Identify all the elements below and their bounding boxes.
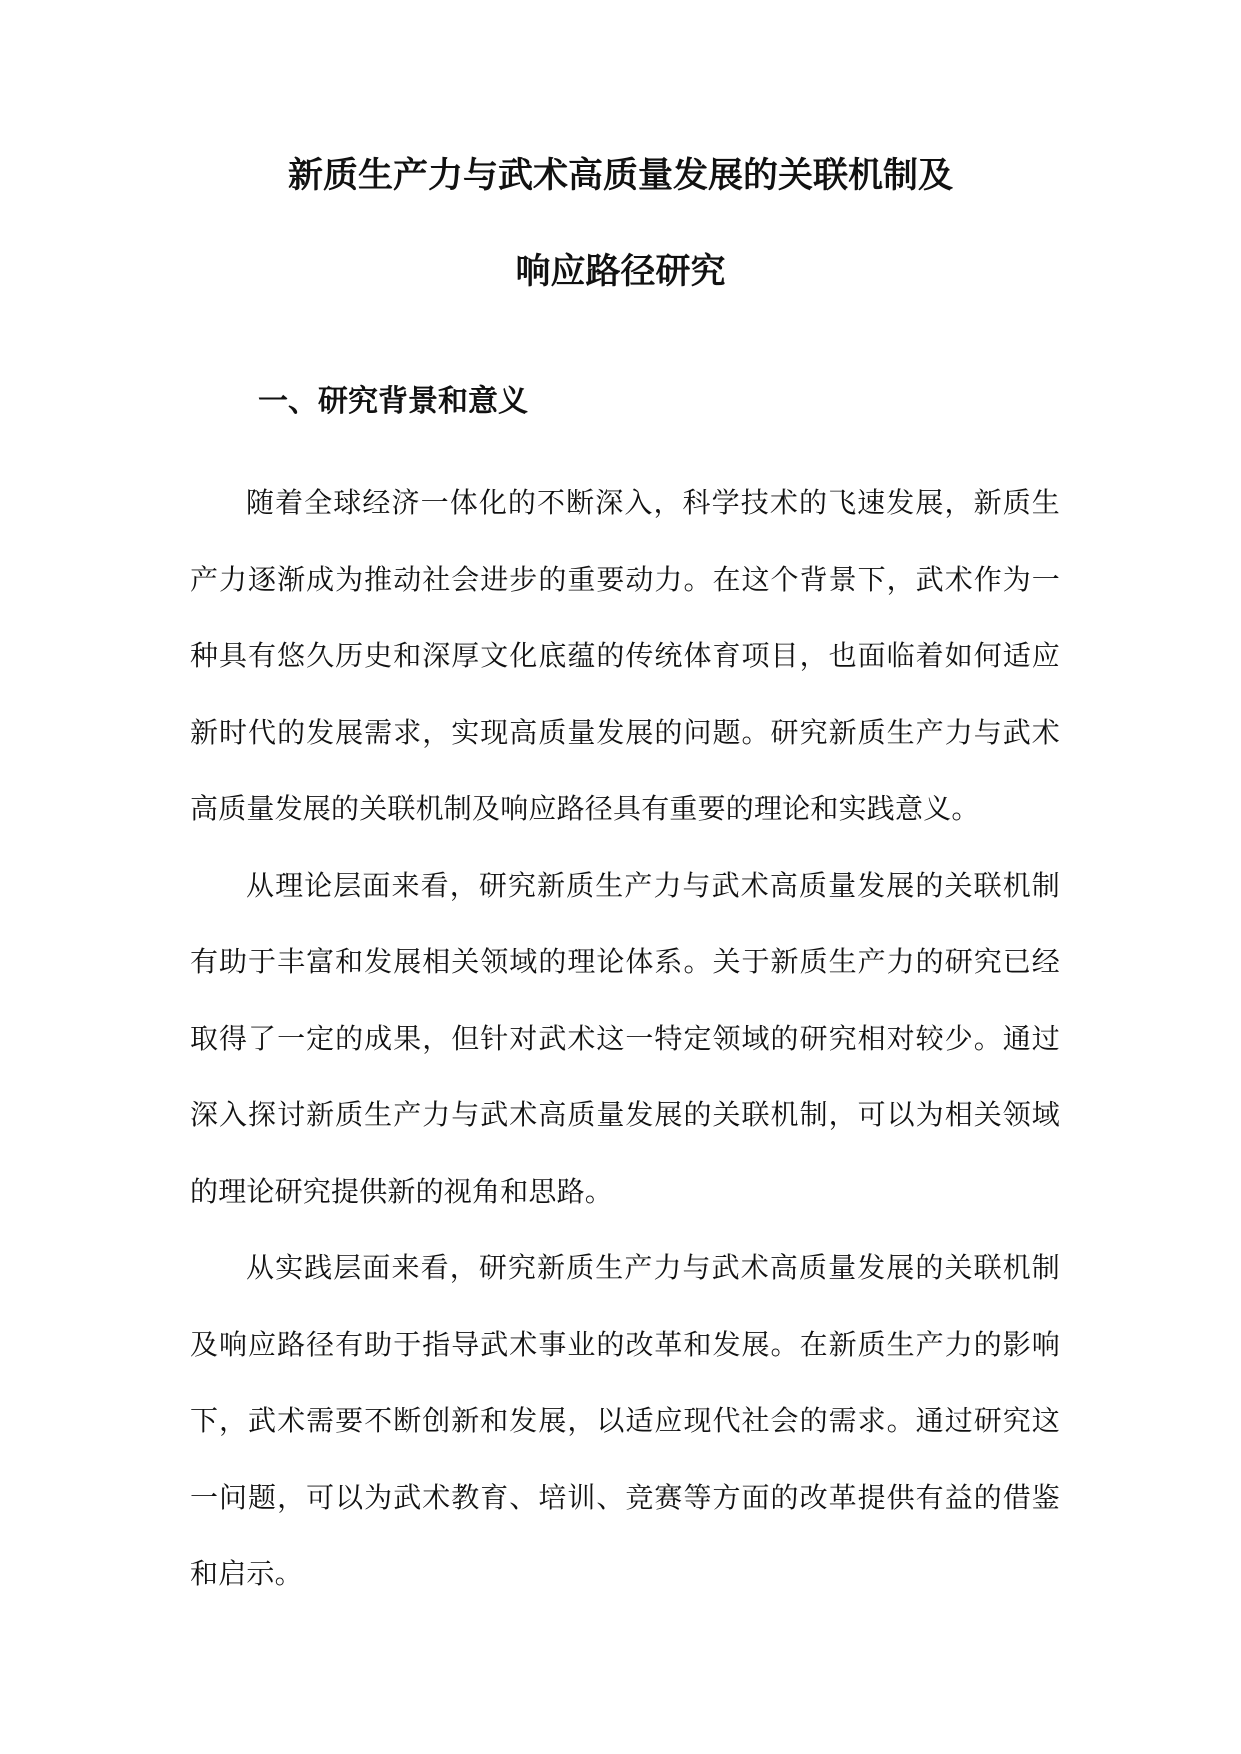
paragraph: 从实践层面来看，研究新质生产力与武术高质量发展的关联机制及响应路径有助于指导武术事业的改革和发展。在新质生产力的影响下，武术需要不断创新和发展，以适应现代社会的需求。通过研究这一问题，可以为武术教育、培训、竞赛等方面的改革提供有益的借鉴和启示。 [190,1251,1060,1590]
body-text [190,465,1060,1613]
paragraph: 随着全球经济一体化的不断深入，科学技术的飞速发展，新质生产力逐渐成为推动社会进步的重要动力。在这个背景下，武术作为一种具有悠久历史和深厚文化底蕴的传统体育项目，也面临着如何适应新时代的发展需求，实现高质量发展的问题。研究新质生产力与武术高质量发展的关联机制及响应路径具有重要的理论和实践意义。 [190,486,1060,825]
paragraph: 从理论层面来看，研究新质生产力与武术高质量发展的关联机制有助于丰富和发展相关领域的理论体系。关于新质生产力的研究已经取得了一定的成果，但针对武术这一特定领域的研究相对较少。通过深入探讨新质生产力与武术高质量发展的关联机制，可以为相关领域的理论研究提供新的视角和思路。 [190,868,1060,1208]
document-title-line1: 新质生产力与武术高质量发展的关联机制及 [287,156,953,196]
document-title-line2: 响应路径研究 [515,252,726,292]
section-heading: 一、研究背景和意义 [258,384,528,419]
